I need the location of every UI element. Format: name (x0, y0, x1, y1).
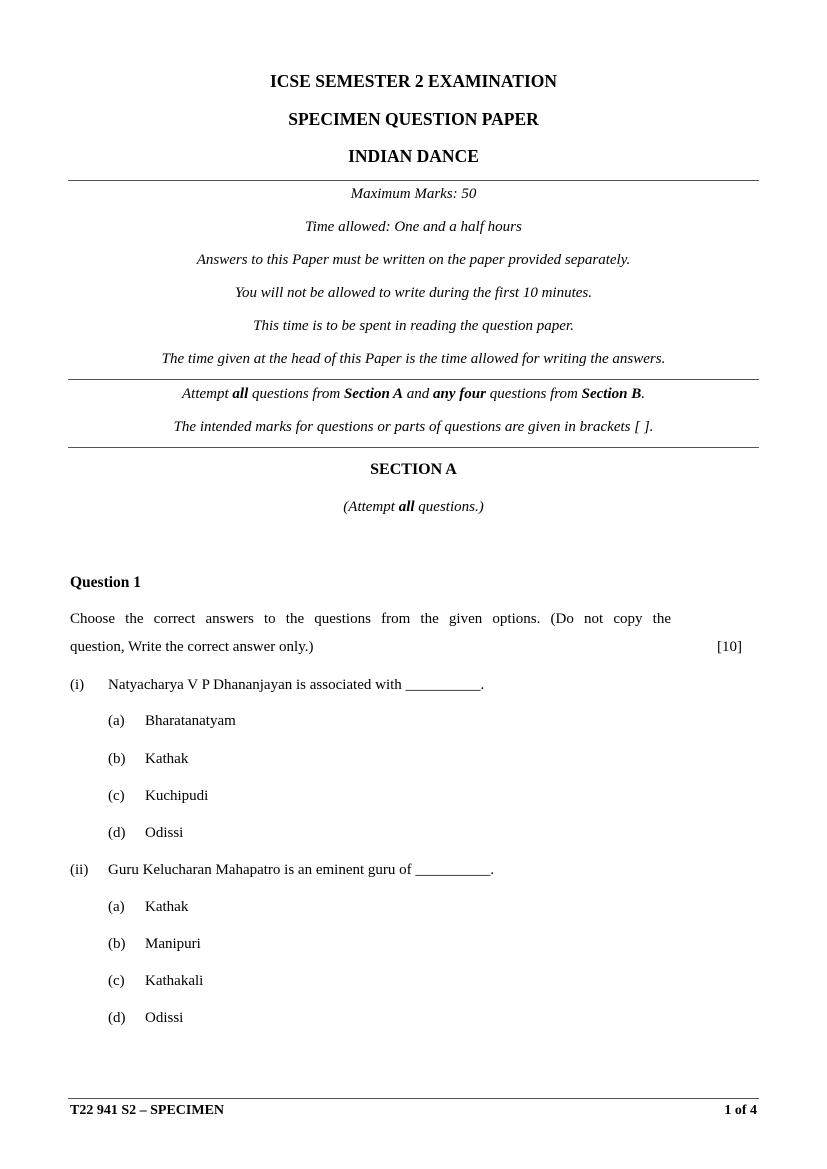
part-text: Natyacharya V P Dhananjayan is associated with __________. (108, 677, 485, 693)
attempt-instruction (0, 386, 827, 403)
attempt-text: questions from (248, 386, 344, 402)
section-subtitle-text: questions.) (414, 499, 484, 515)
attempt-text: Attempt (182, 386, 233, 402)
page-number: 1 of 4 (724, 1103, 757, 1118)
paper-code: T22 941 S2 – SPECIMEN (70, 1103, 225, 1118)
paper-title: SPECIMEN QUESTION PAPER (288, 109, 539, 129)
section-subtitle (0, 499, 827, 516)
section-title: SECTION A (370, 461, 457, 478)
option-label: (b) (108, 751, 126, 767)
option-text: Odissi (145, 825, 184, 841)
section-subtitle-text: (Attempt (343, 499, 399, 515)
option-label: (a) (108, 899, 125, 915)
footer-divider (68, 1098, 759, 1099)
section-subtitle-emphasis: all (398, 499, 415, 515)
option-text: Kuchipudi (145, 788, 209, 804)
question-marks: [10] (717, 639, 742, 655)
subject-title: INDIAN DANCE (348, 146, 479, 166)
attempt-emphasis: Section B (581, 386, 642, 402)
option-text: Bharatanatyam (145, 713, 236, 729)
attempt-emphasis: Section A (343, 386, 403, 402)
time-allowed: Time allowed: One and a half hours (305, 219, 522, 235)
option-label: (b) (108, 936, 126, 952)
instruction-line: The time given at the head of this Paper is the time allowed for writing the answers. (161, 351, 666, 367)
option-label: (a) (108, 713, 125, 729)
question-intro-line: Choose the correct answers to the questions from the given options. (Do not copy the (70, 611, 671, 627)
option-text: Kathak (145, 751, 189, 767)
option-label: (d) (108, 1010, 126, 1026)
instruction-line: You will not be allowed to write during the first 10 minutes. (235, 285, 592, 301)
marks-note: The intended marks for questions or parts of questions are given in brackets [ ]. (173, 419, 654, 435)
option-text: Kathak (145, 899, 189, 915)
max-marks: Maximum Marks: 50 (350, 186, 477, 202)
option-text: Manipuri (145, 936, 201, 952)
option-label: (c) (108, 788, 125, 804)
attempt-text: . (641, 386, 645, 402)
attempt-text: questions from (485, 386, 582, 402)
attempt-emphasis: all (232, 386, 249, 402)
part-number: (ii) (70, 862, 89, 878)
part-number: (i) (70, 677, 85, 693)
instruction-line: Answers to this Paper must be written on the paper provided separately. (196, 252, 631, 268)
divider (68, 180, 759, 181)
attempt-emphasis: any four (433, 386, 486, 402)
option-label: (c) (108, 973, 125, 989)
attempt-text: and (403, 386, 433, 402)
question-intro-line: question, Write the correct answer only.) (70, 639, 314, 655)
exam-title: ICSE SEMESTER 2 EXAMINATION (269, 71, 558, 91)
option-text: Kathakali (145, 973, 204, 989)
instruction-line: This time is to be spent in reading the question paper. (253, 318, 574, 334)
option-label: (d) (108, 825, 126, 841)
question-heading: Question 1 (70, 574, 142, 591)
divider (68, 447, 759, 448)
divider (68, 379, 759, 380)
option-text: Odissi (145, 1010, 184, 1026)
part-text: Guru Kelucharan Mahapatro is an eminent guru of __________. (108, 862, 495, 878)
